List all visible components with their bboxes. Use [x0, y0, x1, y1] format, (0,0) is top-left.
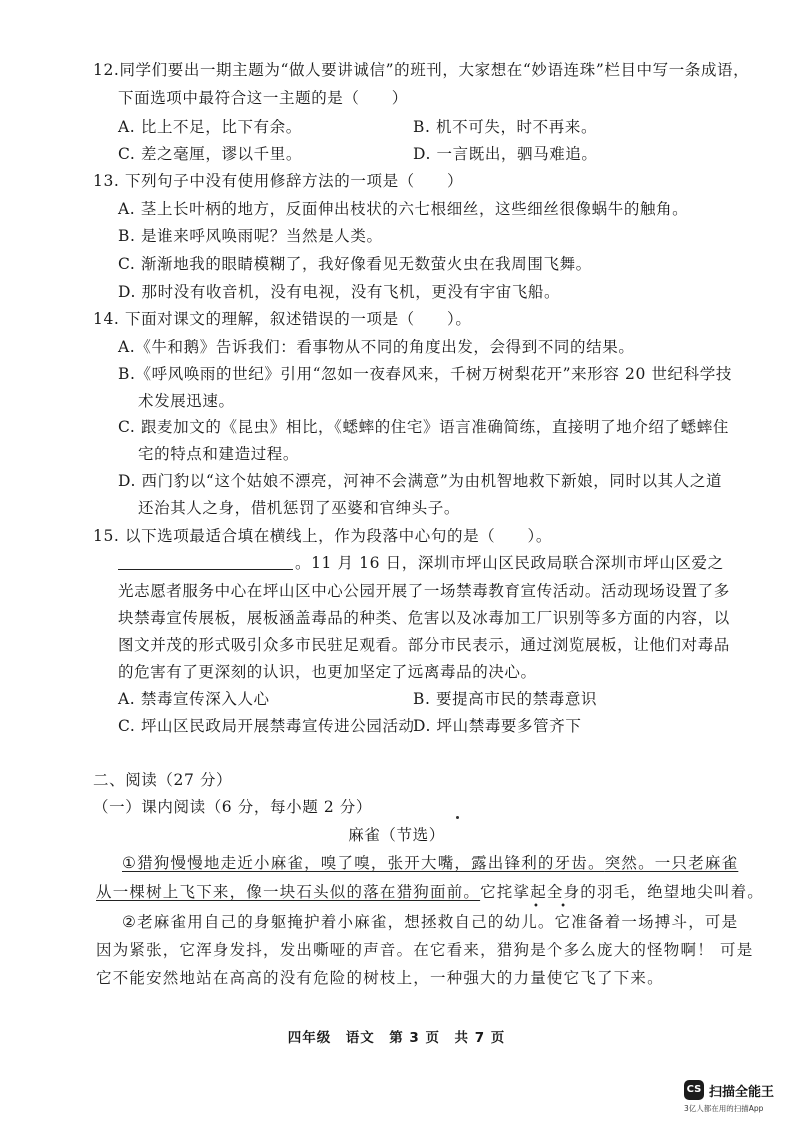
q15-option-d: D. 坪山禁毒要多管齐下: [413, 717, 582, 735]
q15-option-a: A. 禁毒宣传深入人心: [118, 690, 270, 708]
q12-option-b: B. 机不可失，时不再来。: [413, 118, 598, 136]
q12-stem-line1: 12.同学们要出一期主题为“做人要讲诚信”的班刊，大家想在“妙语连珠”栏目中写一条成语，: [93, 61, 750, 79]
q15-paragraph-line3: 块禁毒宣传展板，展板涵盖毒品的种类、危害以及冰毒加工厂识别等多方面的内容，以: [118, 609, 730, 627]
q15-paragraph-line4: 图文并茂的形式吸引众多市民驻足观看。部分市民表示，通过浏览展板，让他们对毒品: [118, 636, 730, 654]
q15-stem: 15. 以下选项最适合填在横线上，作为段落中心句的是（ ）。: [93, 527, 552, 545]
scanner-tagline: 3亿人都在用的扫描App: [684, 1104, 764, 1113]
passage-p1-line2: [96, 881, 764, 903]
page-footer: 四年级 语文 第 3 页 共 7 页: [287, 1030, 506, 1046]
emphasis-dots: • •: [533, 901, 575, 912]
q15-paragraph-line2: 光志愿者服务中心在坪山区中心公园开展了一场禁毒教育宣传活动。活动现场设置了多: [118, 582, 730, 600]
q13-option-b: B. 是谁来呼风唤雨呢？当然是人类。: [118, 227, 383, 245]
q13-stem: 13. 下列句子中没有使用修辞方法的一项是（ ）: [93, 172, 464, 190]
q12-option-c: C. 差之毫厘，谬以千里。: [118, 145, 302, 163]
q14-option-b-line1: B.《呼风唤雨的世纪》引用“忽如一夜春风来，千树万树梨花开”来形容 20 世纪科学技: [118, 365, 732, 383]
scan-speck: [456, 816, 459, 819]
q14-option-d-line1: D. 西门豹以“这个姑娘不漂亮，河神不会满意”为由机智地救下新娘，同时以其人之道: [118, 472, 723, 490]
q15-option-b: B. 要提高市民的禁毒意识: [413, 690, 598, 708]
scanner-app-name: 扫描全能王: [709, 1085, 775, 1100]
q14-option-d-line2: 还治其人之身，借机惩罚了巫婆和官绅头子。: [138, 499, 461, 517]
passage-p1-line1: [122, 852, 738, 874]
passage-p2-line2: 因为紧张，它浑身发抖，发出嘶哑的声音。在它看来，猎狗是个多么庞大的怪物啊！ 可是: [96, 941, 754, 959]
q14-option-c-line1: C. 跟麦加文的《昆虫》相比，《蟋蟀的住宅》语言准确简练，直接明了地介绍了蟋蟀住: [118, 418, 729, 436]
underlined-text: 从一棵树上飞下来，像一块石头似的落在猎狗面前。: [96, 883, 481, 901]
subsection-title: （一）课内阅读（6 分，每小题 2 分）: [93, 798, 373, 816]
q12-stem-line2: 下面选项中最符合这一主题的是（ ）: [118, 89, 408, 107]
passage-text: 它挓挲起全身的羽毛，绝望地尖叫着。: [480, 883, 765, 901]
scanner-logo-icon: CS: [684, 1080, 704, 1100]
q15-paragraph-line1: [118, 552, 724, 574]
q12-option-a: A. 比上不足，比下有余。: [118, 118, 302, 136]
q14-stem: 14. 下面对课文的理解，叙述错误的一项是（ ）。: [93, 310, 472, 328]
q13-option-a: A. 茎上长叶柄的地方，反面伸出枝状的六七根细丝，这些细丝很像蜗牛的触角。: [118, 200, 689, 218]
q15-paragraph-line5: 的危害有了更深刻的认识，也更加坚定了远离毒品的决心。: [118, 663, 537, 681]
underlined-text: 突然。一只老麻雀: [604, 854, 739, 872]
q13-option-d: D. 那时没有收音机，没有电视，没有飞机，更没有宇宙飞船。: [118, 283, 561, 301]
passage-p2-line1: ②老麻雀用自己的身躯掩护着小麻雀，想拯救自己的幼儿。它准备着一场搏斗，可是: [122, 913, 739, 931]
section-title-reading: 二、阅读（27 分）: [93, 771, 233, 789]
passage-p2-line3: 它不能安然地站在高高的没有危险的树枝上，一种强大的力量使它飞了下来。: [96, 969, 664, 987]
scanner-watermark: [684, 1080, 784, 1116]
fill-in-blank: [118, 553, 293, 570]
q12-option-d: D. 一言既出，驷马难追。: [413, 145, 598, 163]
q14-option-b-line2: 术发展迅速。: [138, 392, 235, 410]
underlined-text: ①猎狗慢慢地走近小麻雀，嗅了嗅，张开大嘴，露出锋利的牙齿。: [122, 854, 605, 872]
q15-option-c: C. 坪山区民政局开展禁毒宣传进公园活动: [118, 717, 415, 735]
q13-option-c: C. 渐渐地我的眼睛模糊了，我好像看见无数萤火虫在我周围飞舞。: [118, 255, 592, 273]
q14-option-c-line2: 宅的特点和建造过程。: [138, 445, 300, 463]
q15-paragraph-text1: 。11 月 16 日，深圳市坪山区民政局联合深圳市坪山区爱之: [295, 554, 724, 572]
passage-title: 麻雀（节选）: [348, 826, 445, 844]
q14-option-a: A.《牛和鹅》告诉我们：看事物从不同的角度出发，会得到不同的结果。: [118, 338, 635, 356]
